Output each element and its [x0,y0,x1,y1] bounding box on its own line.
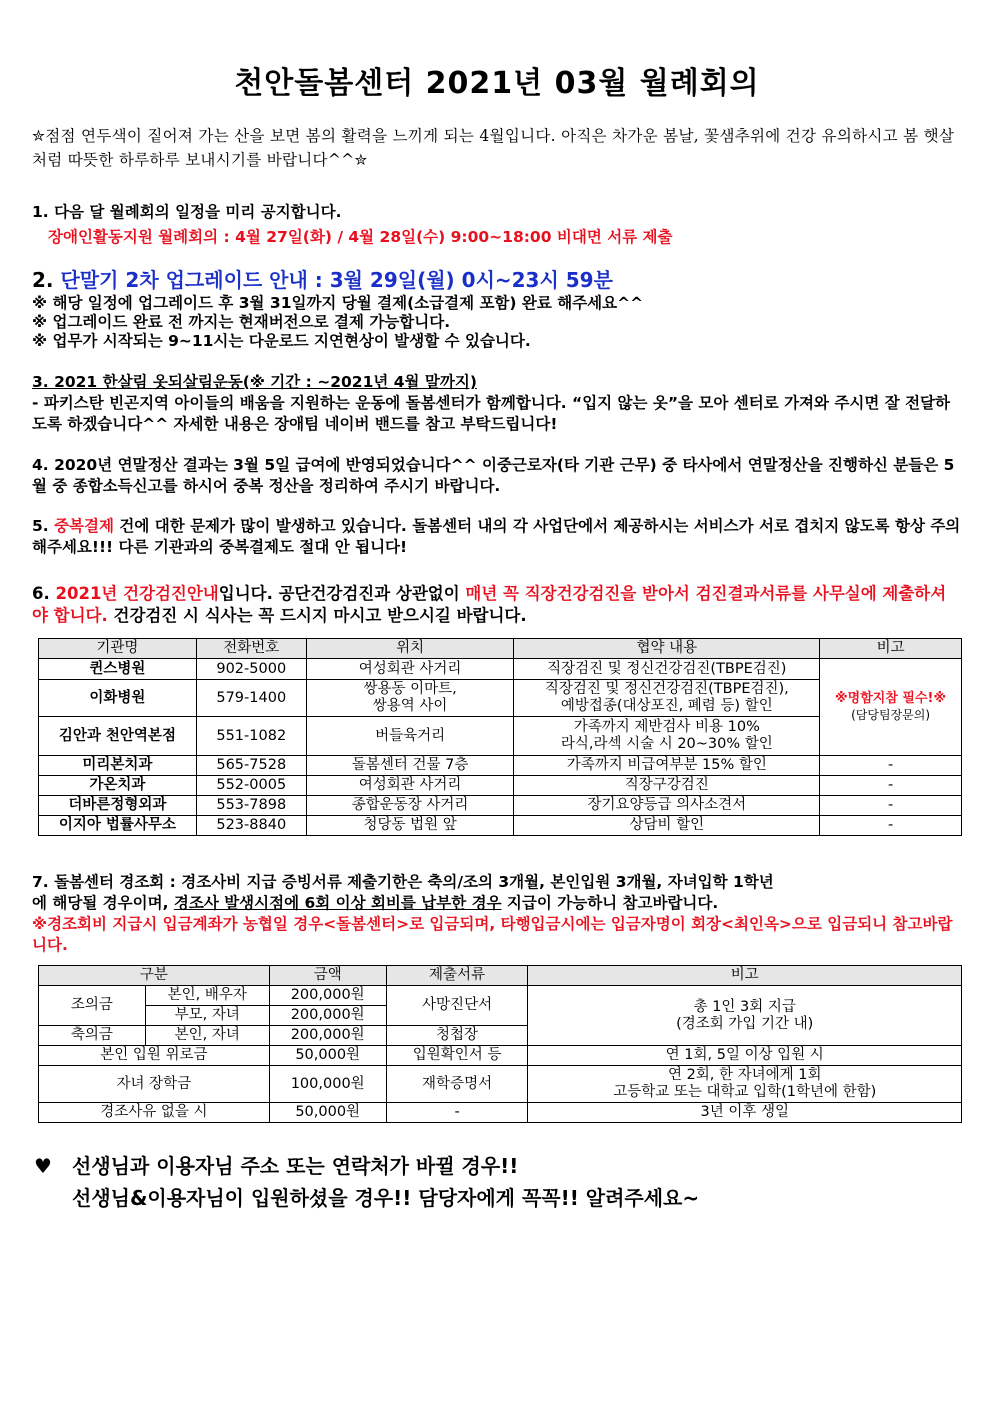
location-line: 쌍용동 이마트, [363,681,457,697]
table-row [39,776,962,796]
contact-manager-note: (담당팀장문의) [851,708,931,722]
table-row [39,756,962,776]
column-header: 전화번호 [196,639,306,659]
section-7-text: 에 해당될 경우이며, [32,894,174,912]
health-partner-table [38,638,962,836]
section-1 [32,202,962,248]
note-cell [528,1066,962,1103]
section-2-number: 2. [32,268,61,292]
note-cell: 3년 이후 생일 [528,1103,962,1123]
subcategory-cell: 본인, 자녀 [145,1026,269,1046]
column-header: 제출서류 [386,966,528,986]
benefit-line: 가족까지 제반검사 비용 10% [573,719,760,735]
category-cell: 조의금 [39,986,146,1026]
page-title: 천안돌봄센터 2021년 03월 월례회의 [234,66,760,101]
partner-location [306,680,514,717]
partner-name: 더바른정형외과 [39,796,197,816]
partner-name: 퀸스병원 [39,659,197,680]
column-header: 금액 [269,966,386,986]
subcategory-cell: 본인, 배우자 [145,986,269,1006]
partner-name: 이화병원 [39,680,197,717]
section-6-text-1: 입니다. 공단건강검진과 상관없이 [218,584,466,603]
footer-notice [32,1150,962,1214]
table-row [39,1103,962,1123]
section-3-body: - 파키스탄 빈곤지역 아이들의 배움을 지원하는 운동에 돌봄센터가 함께합니다. “입지 않는 옷”을 모아 센터로 가져와 주시면 잘 전달하도록 하겠습니다^^ 자세한 내용은 장애팀 네이버 밴드를 참고 부탁드립니다! [32,394,951,433]
document-cell: - [386,1103,528,1123]
partner-phone: 579-1400 [196,680,306,717]
section-2-bullet-2: ※ 업그레이드 완료 전 까지는 현재버전으로 결제 가능합니다. [32,313,451,331]
subcategory-cell: 부모, 자녀 [145,1006,269,1026]
partner-phone: 565-7528 [196,756,306,776]
section-6-number: 6. [32,584,56,603]
card-required-note: ※명함지참 필수!※ [835,691,947,706]
column-header: 협약 내용 [514,639,820,659]
column-header: 기관명 [39,639,197,659]
section-5-highlight: 중복결제 [54,517,114,535]
section-5-number: 5. [32,517,55,535]
amount-cell: 200,000원 [269,1026,386,1046]
section-6-highlight-1: 2021년 건강검진안내 [55,584,219,603]
partner-phone: 551-1082 [196,717,306,756]
partner-name: 이지아 법률사무소 [39,816,197,836]
benefit-line: 직장검진 및 정신건강검진(TBPE검진), [544,681,789,697]
footer-text: 선생님과 이용자님 주소 또는 연락처가 바뀔 경우!! [72,1154,519,1178]
section-5 [32,516,962,558]
note-line: 고등학교 또는 대학교 입학(1학년에 한함) [613,1084,877,1100]
partner-phone: 902-5000 [196,659,306,680]
partner-phone: 553-7898 [196,796,306,816]
section-7-text: 지급이 가능하니 참고바랍니다. [501,894,719,912]
table-row [39,1066,962,1103]
section-2-bullet-3: ※ 업무가 시작되는 9~11시는 다운로드 지연현상이 발생할 수 있습니다. [32,332,531,350]
category-cell: 자녀 장학금 [39,1066,270,1103]
partner-benefit: 상담비 할인 [514,816,820,836]
amount-cell: 50,000원 [269,1103,386,1123]
partner-phone: 552-0005 [196,776,306,796]
document-cell: 재학증명서 [386,1066,528,1103]
note-cell: 연 1회, 5일 이상 입원 시 [528,1046,962,1066]
partner-location: 버들육거리 [306,717,514,756]
section-6-highlight-2: 매년 꼭 직장건강검진을 받아서 검진결과서류를 사무실에 제출하셔야 합니다. [32,584,947,625]
fund-payment-table [38,965,962,1123]
section-7-red-note: ※경조회비 지급시 입금계좌가 농협일 경우<돌봄센터>로 입금되며, 타행입금시에는 입금자명이 회장<최인옥>으로 입금되니 참고바랍니다. [32,915,953,954]
partner-location: 종합운동장 사거리 [306,796,514,816]
category-cell: 축의금 [39,1026,146,1046]
note-line: 연 2회, 한 자녀에게 1회 [667,1067,822,1083]
document-cell: 청첩장 [386,1026,528,1046]
section-7-line-2 [32,893,962,914]
partner-name: 가온치과 [39,776,197,796]
section-7-line-1: 7. 돌봄센터 경조회 : 경조사비 지급 증빙서류 제출기한은 축의/조의 3개월, 본인입원 3개월, 자녀입학 1학년 [32,873,774,891]
section-3-heading: 3. 2021 한살림 옷되살림운동(※ 기간 : ~2021년 4월 말까지) [32,373,477,391]
section-2-heading: 단말기 2차 업그레이드 안내 : 3월 29일(월) 0시~23시 59분 [60,268,613,292]
partner-name: 김안과 천안역본점 [39,717,197,756]
partner-note: - [820,756,962,776]
note-line: 총 1인 3회 지급 [693,998,796,1015]
section-5-text: 건에 대한 문제가 많이 발생하고 있습니다. 돌봄센터 내의 각 사업단에서 제공하시는 서비스가 서로 겹치지 않도록 항상 주의해주세요!!! 다른 기관과의 중복결제도 절대 안 됩니다! [32,517,961,556]
table-header-row [39,639,962,659]
table-header-row [39,966,962,986]
footer-line-1 [32,1150,962,1182]
partner-phone: 523-8840 [196,816,306,836]
partner-benefit: 장기요양등급 의사소견서 [514,796,820,816]
table-row [39,796,962,816]
table-row [39,1046,962,1066]
note-cell [528,986,962,1046]
column-header: 비고 [820,639,962,659]
column-header: 비고 [528,966,962,986]
section-7 [32,872,962,956]
amount-cell: 200,000원 [269,1006,386,1026]
partner-note [820,659,962,756]
section-1-line: 1. 다음 달 월례회의 일정을 미리 공지합니다. [32,203,342,221]
partner-benefit: 가족까지 비급여부분 15% 할인 [514,756,820,776]
table-row [39,816,962,836]
note-line: (경조회 가입 기간 내) [676,1015,814,1032]
partner-benefit [514,717,820,756]
partner-note: - [820,776,962,796]
partner-location: 여성회관 사거리 [306,659,514,680]
intro-paragraph: ✮점점 연두색이 짙어져 가는 산을 보면 봄의 활력을 느끼게 되는 4월입니다. 아직은 차가운 봄날, 꽃샘추위에 건강 유의하시고 봄 햇살처럼 따뜻한 하루하루 보내시기를 바랍니다^^✮ [32,127,955,169]
table-row [39,986,962,1006]
section-7-underlined: 경조사 발생시점에 6회 이상 회비를 납부한 경우 [173,894,502,912]
column-header: 구분 [39,966,270,986]
partner-location: 돌봄센터 건물 7층 [306,756,514,776]
section-2 [32,266,962,351]
section-6 [32,583,962,627]
amount-cell: 50,000원 [269,1046,386,1066]
table-row [39,659,962,680]
section-3 [32,372,962,435]
heart-icon: ♥ [34,1154,52,1178]
partner-benefit: 직장구강검진 [514,776,820,796]
section-6-text-2: 건강검진 시 식사는 꼭 드시지 마시고 받으시길 바랍니다. [107,606,527,625]
benefit-line: 라식,라섹 시술 시 20~30% 할인 [560,736,773,752]
category-cell: 본인 입원 위로금 [39,1046,270,1066]
partner-note: - [820,796,962,816]
section-2-bullet-1: ※ 해당 일정에 업그레이드 후 3월 31일까지 당월 결제(소급결제 포함) 완료 해주세요^^ [32,294,644,312]
partner-note: - [820,816,962,836]
location-line: 쌍용역 사이 [372,698,448,714]
partner-benefit [514,680,820,717]
partner-name: 미리본치과 [39,756,197,776]
partner-location: 여성회관 사거리 [306,776,514,796]
column-header: 위치 [306,639,514,659]
section-4: 4. 2020년 연말정산 결과는 3월 5일 급여에 반영되었습니다^^ 이중근로자(타 기관 근무) 중 타사에서 연말정산을 진행하신 분들은 5월 중 종합소득신고를 하시어 중복 정산을 정리하여 주시기 바랍니다. [32,456,955,495]
benefit-line: 예방접종(대상포진, 폐렴 등) 할인 [560,698,773,714]
document-cell: 사망진단서 [386,986,528,1026]
amount-cell: 200,000원 [269,986,386,1006]
category-cell: 경조사유 없을 시 [39,1103,270,1123]
section-1-schedule: 장애인활동지원 월례회의 : 4월 27일(화) / 4월 28일(수) 9:00~18:00 비대면 서류 제출 [48,228,673,246]
footer-line-2: 선생님&이용자님이 입원하셨을 경우!! 담당자에게 꼭꼭!! 알려주세요~ [72,1186,700,1210]
document-cell: 입원확인서 등 [386,1046,528,1066]
partner-benefit: 직장검진 및 정신건강검진(TBPE검진) [514,659,820,680]
amount-cell: 100,000원 [269,1066,386,1103]
partner-location: 청당동 법원 앞 [306,816,514,836]
